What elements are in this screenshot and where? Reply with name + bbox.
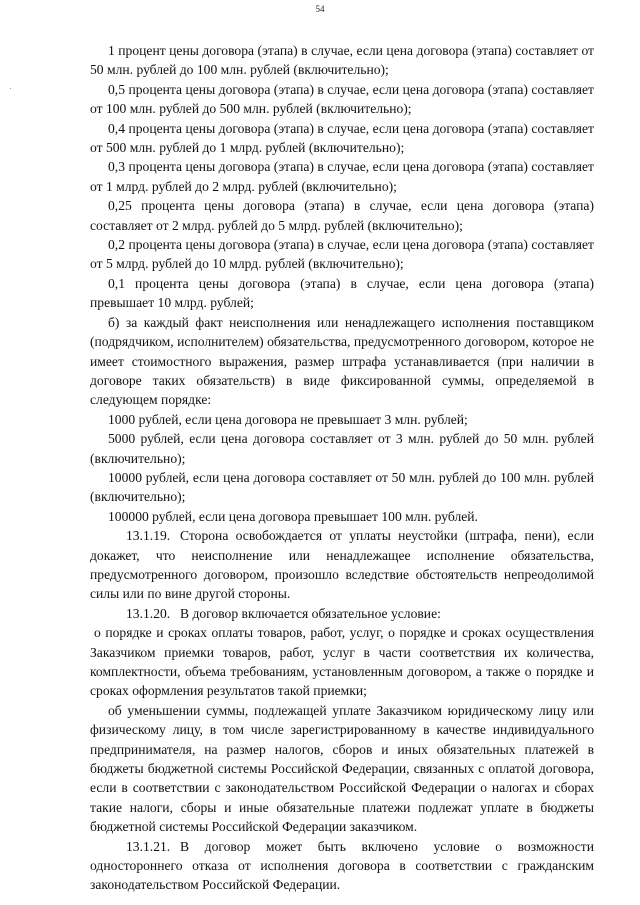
paragraph-fine-100000: 100000 рублей, если цена договора превышает 100 млн. рублей. (108, 508, 478, 524)
paragraph-0-1-percent: 0,1 процента цены договора (этапа) в случае, если цена договора (этапа) превышает 10 млрд. рублей; (90, 275, 594, 311)
clause-number: 13.1.21. (126, 838, 171, 854)
clause-13-1-20 (90, 604, 594, 623)
paragraph-1-percent: 1 процент цены договора (этапа) в случае, если цена договора (этапа) составляет от 50 млн. рублей до 100 млн. рублей (включительно); (90, 43, 594, 78)
clause-text: В договор может быть включено условие о возможности одностороннего отказа от исполнения договора в соответствии с гражданским законодательством Российской Федерации. (90, 838, 594, 893)
paragraph-0-25-percent: 0,25 процента цены договора (этапа) в случае, если цена договора (этапа) составляет от 2 млрд. рублей до 5 млрд. рублей (включительно); (90, 198, 594, 233)
clause-text: Сторона освобождается от уплаты неустойки (штрафа, пени), если докажет, что неисполнение или ненадлежащее исполнение обязательства, предусмотренного договором, произошло вследствие обстоятельств непреодолимой силы или по вине другой стороны. (90, 528, 594, 602)
paragraph-fine-b: б) за каждый факт неисполнения или ненадлежащего исполнения поставщиком (подрядчиком, исполнителем) обязательства, предусмотренного договором, которое не имеет стоимостного выражения, размер штрафа устанавливается (при наличии в договоре таких обязательств) в виде фиксированной суммы, определяемой в следующем порядке: (90, 314, 594, 408)
paragraph-fine-5000: 5000 рублей, если цена договора составляет от 3 млн. рублей до 50 млн. рублей (включительно); (90, 431, 594, 466)
clause-13-1-19 (90, 526, 594, 604)
clause-13-1-20-payment-condition: о порядке и сроках оплаты товаров, работ, услуг, о порядке и сроках осуществления Заказчиком приемки товаров, работ, услуг в части соответствия их количества, комплектности, объема требованиям, установленным договором, а также о порядке и сроках оформления результатов такой приемки; (90, 625, 594, 699)
clause-text: В договор включается обязательное условие: (180, 605, 441, 621)
clause-13-1-21 (90, 837, 594, 895)
clause-number: 13.1.20. (126, 605, 171, 621)
page-number: 54 (315, 4, 325, 14)
clause-number: 13.1.19. (126, 528, 171, 544)
paragraph-fine-10000: 10000 рублей, если цена договора составляет от 50 млн. рублей до 100 млн. рублей (включительно); (90, 469, 594, 505)
paragraph-fine-1000: 1000 рублей, если цена договора не превышает 3 млн. рублей; (108, 411, 468, 427)
paragraph-0-5-percent: 0,5 процента цены договора (этапа) в случае, если цена договора (этапа) составляет от 100 млн. рублей до 500 млн. рублей (включительно); (90, 81, 594, 117)
paragraph-0-2-percent: 0,2 процента цены договора (этапа) в случае, если цена договора (этапа) составляет от 5 млрд. рублей до 10 млрд. рублей (включительно); (90, 237, 594, 272)
paragraph-0-3-percent: 0,3 процента цены договора (этапа) в случае, если цена договора (этапа) составляет от 1 млрд. рублей до 2 млрд. рублей (включительно); (90, 159, 594, 194)
paragraph-0-4-percent: 0,4 процента цены договора (этапа) в случае, если цена договора (этапа) составляет от 500 млн. рублей до 1 млрд. рублей (включительно); (90, 120, 594, 156)
clause-13-1-20-tax-condition: об уменьшении суммы, подлежащей уплате Заказчиком юридическому лицу или физическому лицу, в том числе зарегистрированному в качестве индивидуального предпринимателя, на размер налогов, сборов и иных обязательных платежей в бюджеты бюджетной системы Российской Федерации, связанных с оплатой договора, если в соответствии с законодательством Российской Федерации о налогах и сборах такие налоги, сборы и иные обязательные платежи подлежат уплате в бюджеты бюджетной системы Российской Федерации заказчиком. (90, 702, 594, 835)
scan-artifact (10, 88, 11, 89)
document-body (90, 41, 594, 895)
